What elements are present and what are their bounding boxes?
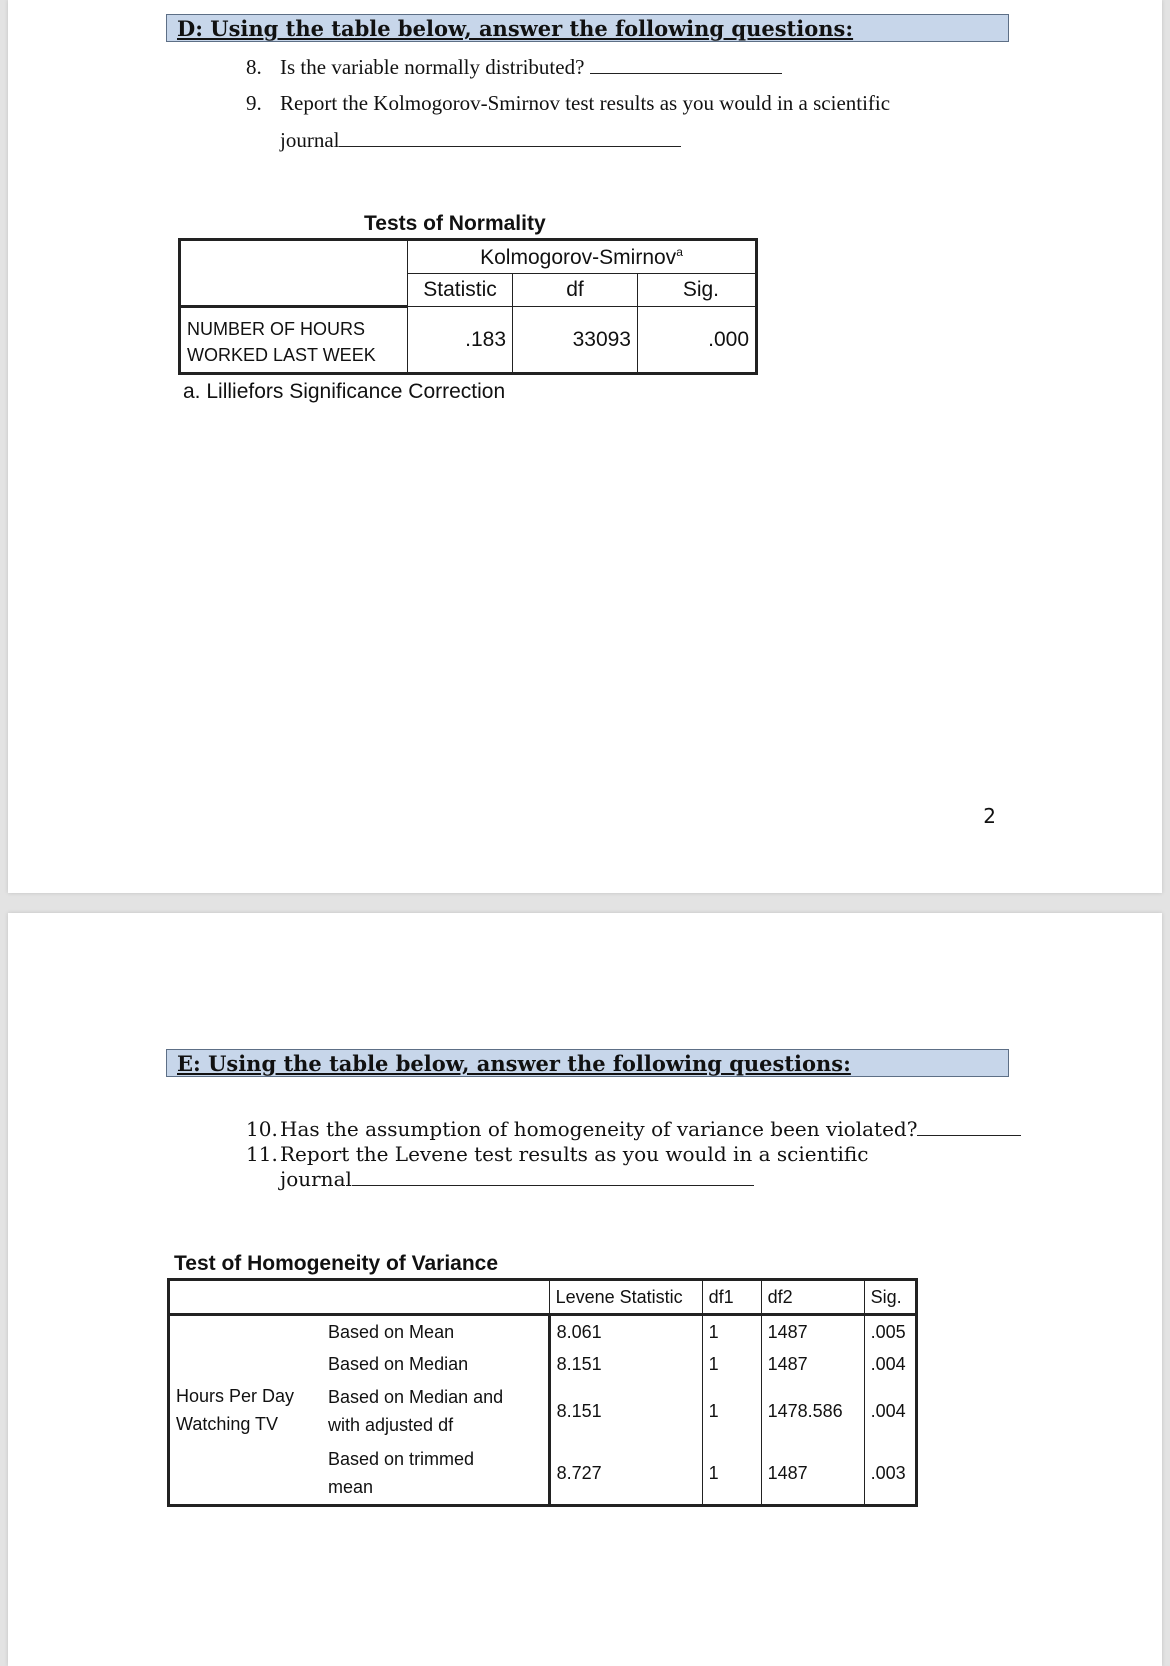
variable-label	[169, 1315, 323, 1506]
section-e-header-text: E: Using the table below, answer the following questions:	[177, 1051, 851, 1076]
question-10	[246, 1117, 1021, 1141]
cell-df: 33093	[513, 307, 638, 374]
cell-levene: 8.061	[549, 1315, 702, 1349]
question-8	[246, 55, 782, 80]
question-9	[246, 91, 890, 116]
cell-df1: 1	[702, 1380, 761, 1442]
cell-sig: .004	[864, 1348, 916, 1380]
question-text: Report the Levene test results as you would in a scientific	[280, 1142, 869, 1166]
section-d-header	[166, 14, 1009, 42]
normality-table-title: Tests of Normality	[364, 212, 546, 235]
variable-label-line: Watching TV	[176, 1414, 279, 1434]
cell-df2: 1487	[761, 1442, 864, 1506]
question-text: Has the assumption of homogeneity of variance been violated?	[280, 1117, 918, 1141]
cell-df2: 1487	[761, 1348, 864, 1380]
cell-df1: 1	[702, 1348, 761, 1380]
answer-blank[interactable]	[917, 1134, 1021, 1136]
normality-table	[178, 238, 758, 375]
variable-label-line: Hours Per Day	[176, 1386, 295, 1406]
basis-label-line: with adjusted df	[328, 1415, 454, 1435]
empty-header-cell	[169, 1280, 550, 1315]
basis-label	[322, 1442, 549, 1506]
col-sig: Sig.	[864, 1280, 916, 1315]
cell-df2: 1478.586	[761, 1380, 864, 1442]
col-df: df	[513, 274, 638, 307]
normality-footnote: a. Lilliefors Significance Correction	[183, 380, 506, 403]
question-number: 10.	[246, 1117, 278, 1141]
row-label-line: WORKED LAST WEEK	[187, 345, 376, 365]
ks-header-text: Kolmogorov-Smirnov	[480, 245, 677, 269]
cell-levene: 8.151	[549, 1380, 702, 1442]
cell-statistic: .183	[408, 307, 513, 374]
table-row	[180, 307, 757, 374]
basis-label-line: Based on Median and	[328, 1387, 504, 1407]
col-df2: df2	[761, 1280, 864, 1315]
col-df1: df1	[702, 1280, 761, 1315]
cell-df1: 1	[702, 1442, 761, 1506]
row-label	[180, 307, 408, 374]
question-text: Report the Kolmogorov-Smirnov test results as you would in a scientific	[280, 91, 891, 115]
page-number: 2	[983, 804, 996, 828]
col-statistic: Statistic	[408, 274, 513, 307]
levene-table-title: Test of Homogeneity of Variance	[174, 1252, 499, 1275]
row-label-line: NUMBER OF HOURS	[187, 319, 366, 339]
cell-sig: .000	[638, 307, 757, 374]
answer-blank[interactable]	[590, 72, 782, 74]
answer-blank[interactable]	[339, 145, 681, 147]
question-11-continuation	[280, 1167, 754, 1191]
basis-label: Based on Median	[322, 1348, 549, 1380]
cell-levene: 8.151	[549, 1348, 702, 1380]
cell-sig: .003	[864, 1442, 916, 1506]
cell-sig: .004	[864, 1380, 916, 1442]
page-1	[8, 0, 1162, 893]
cell-df1: 1	[702, 1315, 761, 1349]
cell-df2: 1487	[761, 1315, 864, 1349]
cell-sig: .005	[864, 1315, 916, 1349]
basis-label: Based on Mean	[322, 1315, 549, 1349]
section-d-header-text: D: Using the table below, answer the following questions:	[177, 16, 854, 41]
col-sig: Sig.	[638, 274, 757, 307]
question-text: journal	[280, 128, 340, 152]
question-number: 9.	[246, 91, 262, 115]
cell-levene: 8.727	[549, 1442, 702, 1506]
table-row	[169, 1315, 917, 1349]
footnote-marker: a	[676, 244, 683, 259]
basis-label-line: Based on trimmed	[328, 1449, 475, 1469]
question-text: Is the variable normally distributed?	[280, 55, 585, 79]
question-number: 11.	[246, 1142, 278, 1166]
answer-blank[interactable]	[352, 1184, 754, 1186]
empty-header-cell	[180, 240, 408, 307]
ks-group-header	[408, 240, 757, 274]
basis-label	[322, 1380, 549, 1442]
section-e-header	[166, 1049, 1009, 1077]
question-text: journal	[280, 1167, 352, 1191]
question-11	[246, 1142, 868, 1166]
levene-table	[167, 1278, 918, 1507]
question-number: 8.	[246, 55, 262, 79]
question-9-continuation	[280, 128, 681, 153]
col-levene-statistic: Levene Statistic	[549, 1280, 702, 1315]
basis-label-line: mean	[328, 1477, 374, 1497]
